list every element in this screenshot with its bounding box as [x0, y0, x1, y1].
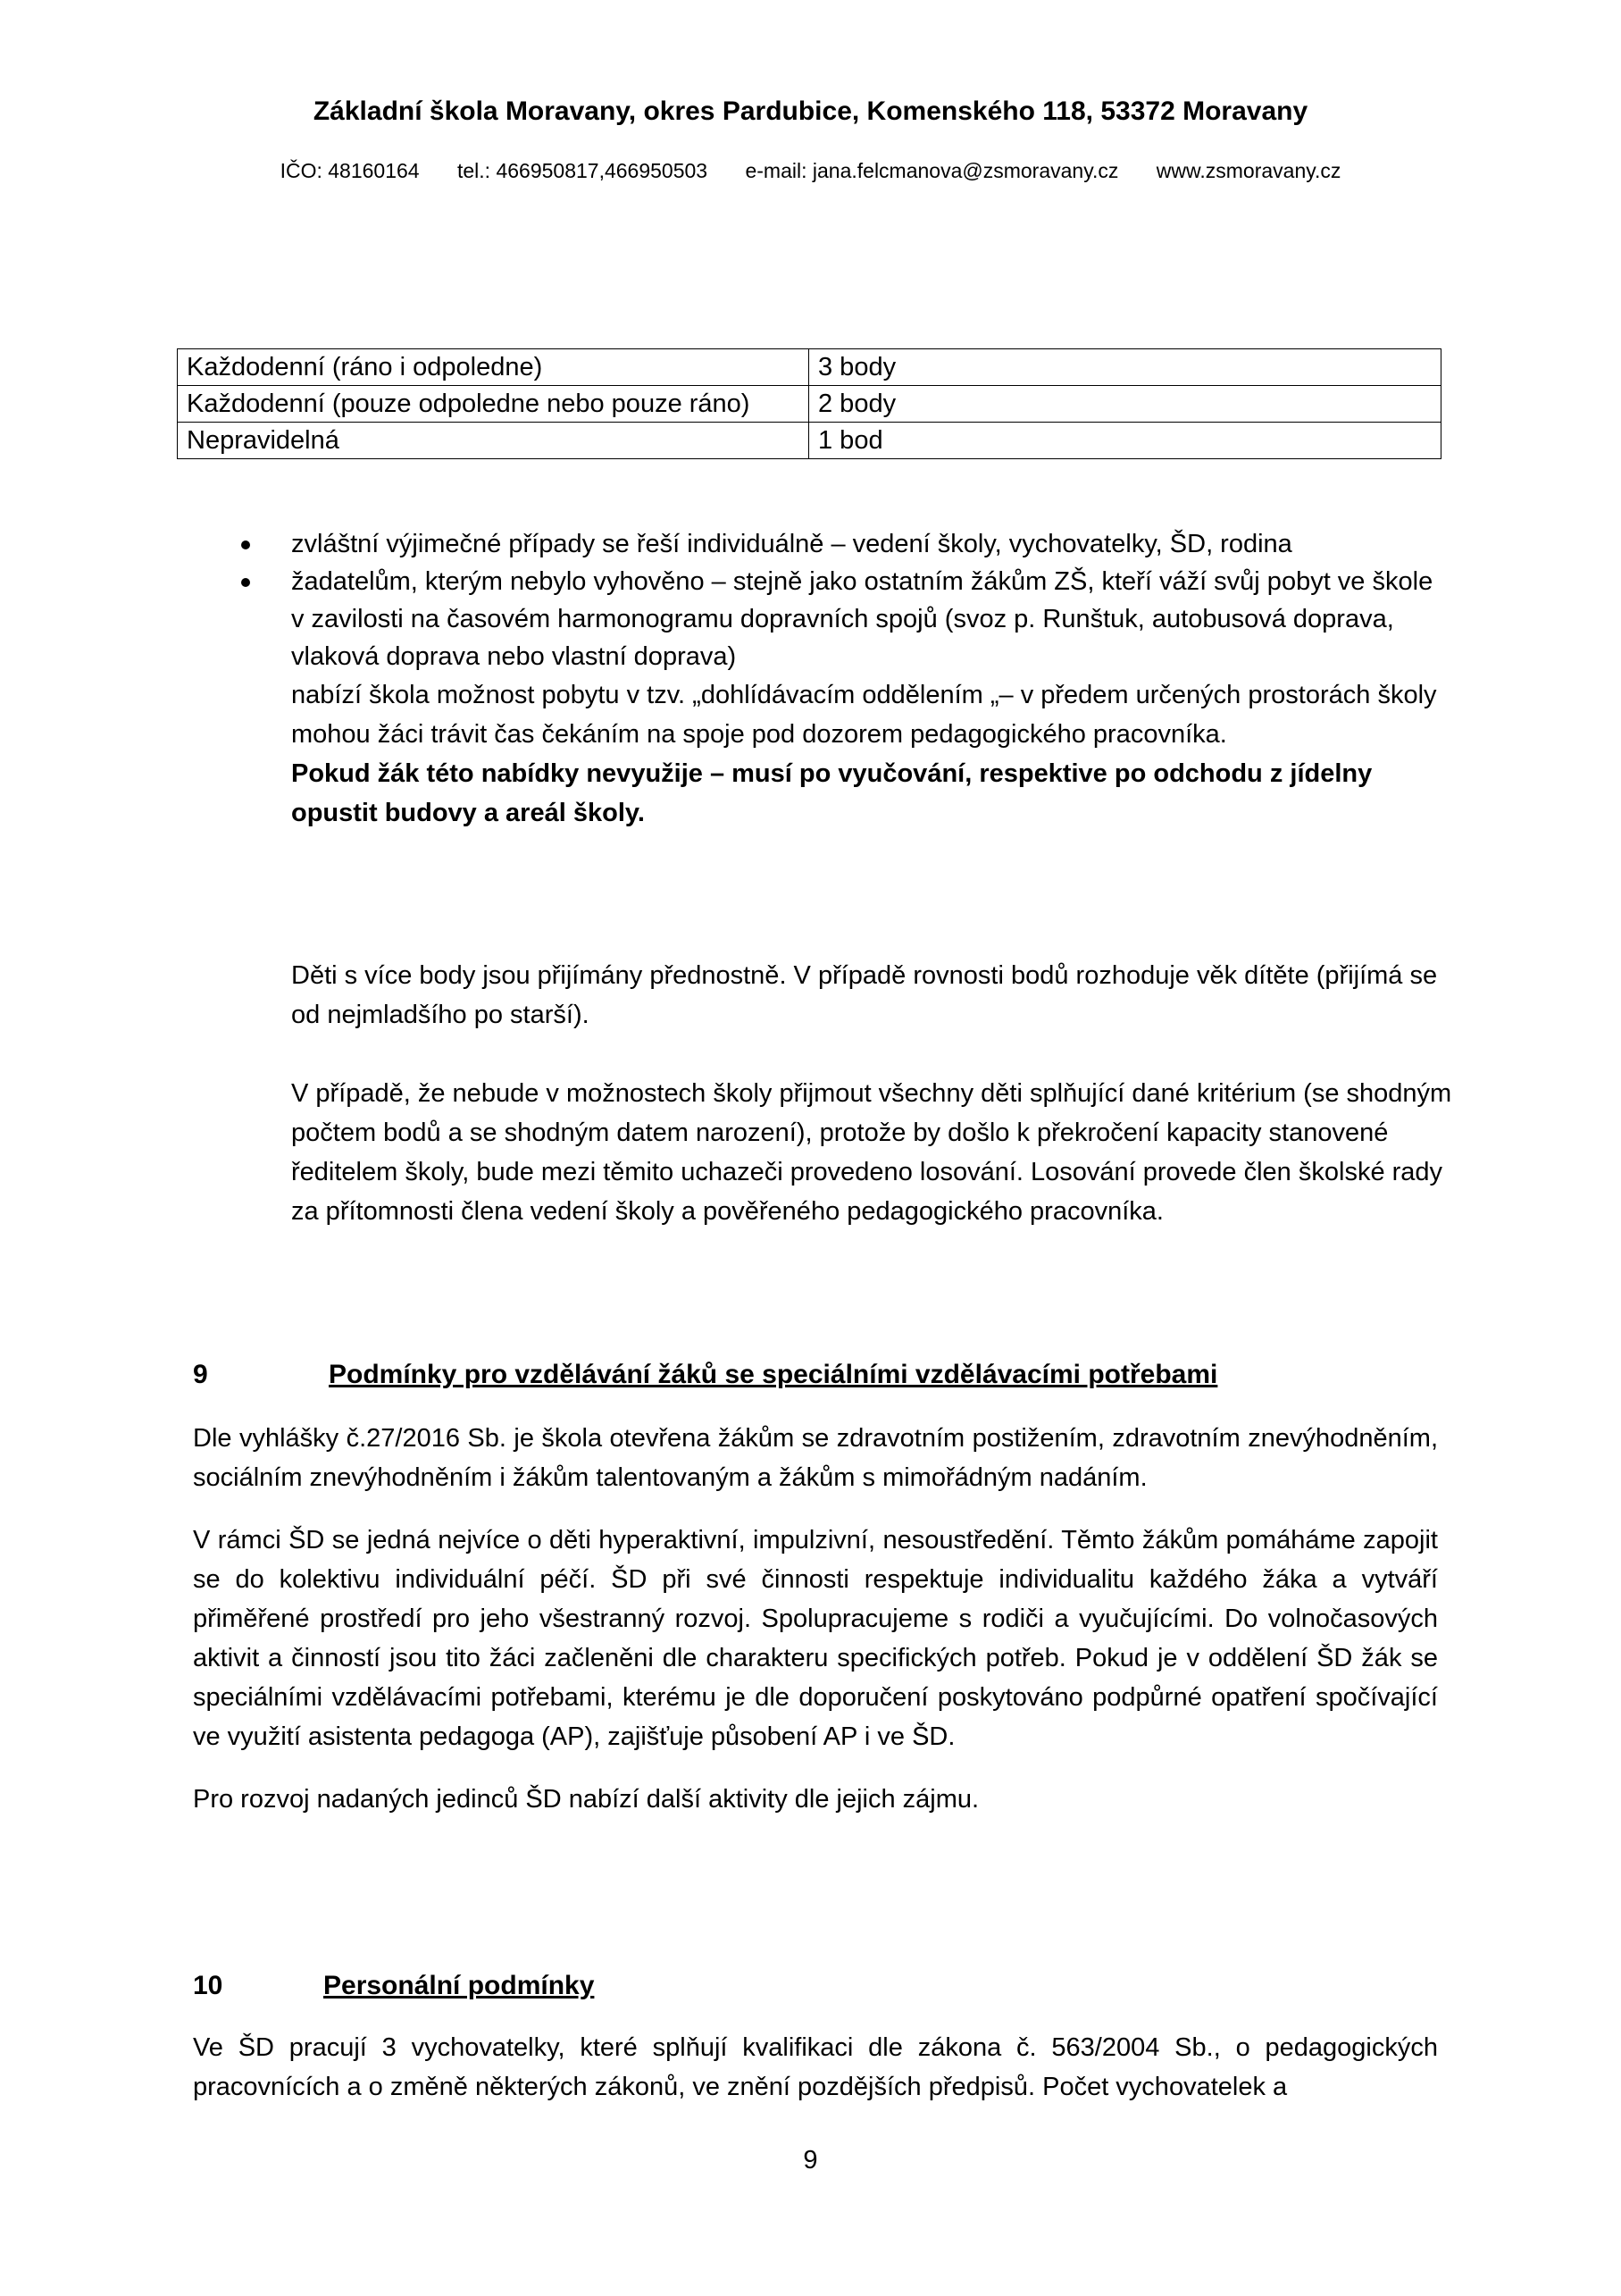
bullet-icon: [241, 578, 250, 587]
table-cell-value: 2 body: [809, 386, 1441, 423]
table-cell-label: Každodenní (ráno i odpoledne): [178, 349, 809, 386]
points-table: [177, 348, 1441, 459]
table-row: [178, 423, 1441, 459]
offer-text: nabízí škola možnost pobytu v tzv. „dohlídávacím oddělením „– v předem určených prostorách školy mohou žáci trávit čas čekáním na spoje pod dozorem pedagogického pracovníka.: [291, 681, 1437, 749]
section-10-paragraph: Ve ŠD pracují 3 vychovatelky, které splňují kvalifikaci dle zákona č. 563/2004 Sb., o pedagogických pracovnících a o změně některých zákonů, ve znění pozdějších předpisů. Počet vychovatelek a: [193, 2033, 1438, 2101]
section-title: Personální podmínky: [323, 1971, 595, 2000]
bullet-icon: [241, 540, 250, 549]
section-title: Podmínky pro vzdělávání žáků se speciálními vzdělávacími potřebami: [329, 1360, 1218, 1389]
table-cell-value: 3 body: [809, 349, 1441, 386]
table-cell-value: 1 bod: [809, 423, 1441, 459]
page-number: 9: [803, 2146, 818, 2174]
table-row: [178, 349, 1441, 386]
header-website: www.zsmoravany.cz: [1156, 159, 1341, 182]
list-item: [241, 525, 1447, 563]
header-phone: tel.: 466950817,466950503: [456, 159, 708, 182]
offer-warning: Pokud žák této nabídky nevyužije – musí po vyučování, respektive po odchodu z jídelny opustit budovy a areál školy.: [291, 759, 1373, 827]
section-number: 9: [193, 1360, 208, 1389]
school-header-contacts: [0, 159, 1621, 183]
table-cell-label: Každodenní (pouze odpoledne nebo pouze ráno): [178, 386, 809, 423]
lottery-paragraph: V případě, že nebude v možnostech školy přijmout všechny děti splňující dané kritérium (se shodným počtem bodů a se shodným datem narození), protože by došlo k překročení kapacity stanovené ředitelem školy, bude mezi těmito uchazeči provedeno losování. Losování provede člen školské rady za přítomnosti člena vedení školy a pověřeného pedagogického pracovníka.: [291, 1079, 1452, 1226]
supervision-offer: [291, 675, 1452, 833]
list-item: [241, 563, 1447, 675]
header-email: e-mail: jana.felcmanova@zsmoravany.cz: [745, 159, 1119, 182]
table-row: [178, 386, 1441, 423]
list-item-text: žadatelům, kterým nebylo vyhověno – stejně jako ostatním žákům ZŠ, kteří váží svůj pobyt ve škole v zavilosti na časovém harmonogramu dopravních spojů (svoz p. Runštuk, autobusová doprava, vlaková doprava nebo vlastní doprava): [291, 567, 1433, 671]
school-header-title: Základní škola Moravany, okres Pardubice, Komenského 118, 53372 Moravany: [313, 96, 1308, 126]
section-9-paragraph: V rámci ŠD se jedná nejvíce o děti hyperaktivní, impulzivní, nesoustředění. Těmto žákům pomáháme zapojit se do kolektivu individuální péčí. ŠD při své činnosti respektuje individualitu každého žáka a vytváří přiměřené prostředí pro jeho všestranný rozvoj. Spolupracujeme s rodiči a vyučujícími. Do volnočasových aktivit a činností jsou tito žáci začleněni dle charakteru specifických potřeb. Pokud je v oddělení ŠD žák se speciálními vzdělávacími potřebami, kterému je dle doporučení poskytováno podpůrné opatření spočívající ve využití asistenta pedagoga (AP), zajišťuje působení AP i ve ŠD.: [193, 1526, 1438, 1751]
section-number: 10: [193, 1971, 223, 2000]
section-9-paragraph: Dle vyhlášky č.27/2016 Sb. je škola otevřena žákům se zdravotním postižením, zdravotním znevýhodněním, sociálním znevýhodněním i žákům talentovaným a žákům s mimořádným nadáním.: [193, 1424, 1438, 1492]
bullet-list: [241, 525, 1447, 675]
table-cell-label: Nepravidelná: [178, 423, 809, 459]
priority-paragraph: Děti s více body jsou přijímány přednostně. V případě rovnosti bodů rozhoduje věk dítěte (přijímá se od nejmladšího po starší).: [291, 961, 1438, 1029]
header-ico: IČO: 48160164: [280, 159, 420, 182]
list-item-text: zvláštní výjimečné případy se řeší individuálně – vedení školy, vychovatelky, ŠD, rodina: [291, 530, 1292, 558]
section-9-paragraph: Pro rozvoj nadaných jedinců ŠD nabízí další aktivity dle jejich zájmu.: [193, 1785, 980, 1814]
